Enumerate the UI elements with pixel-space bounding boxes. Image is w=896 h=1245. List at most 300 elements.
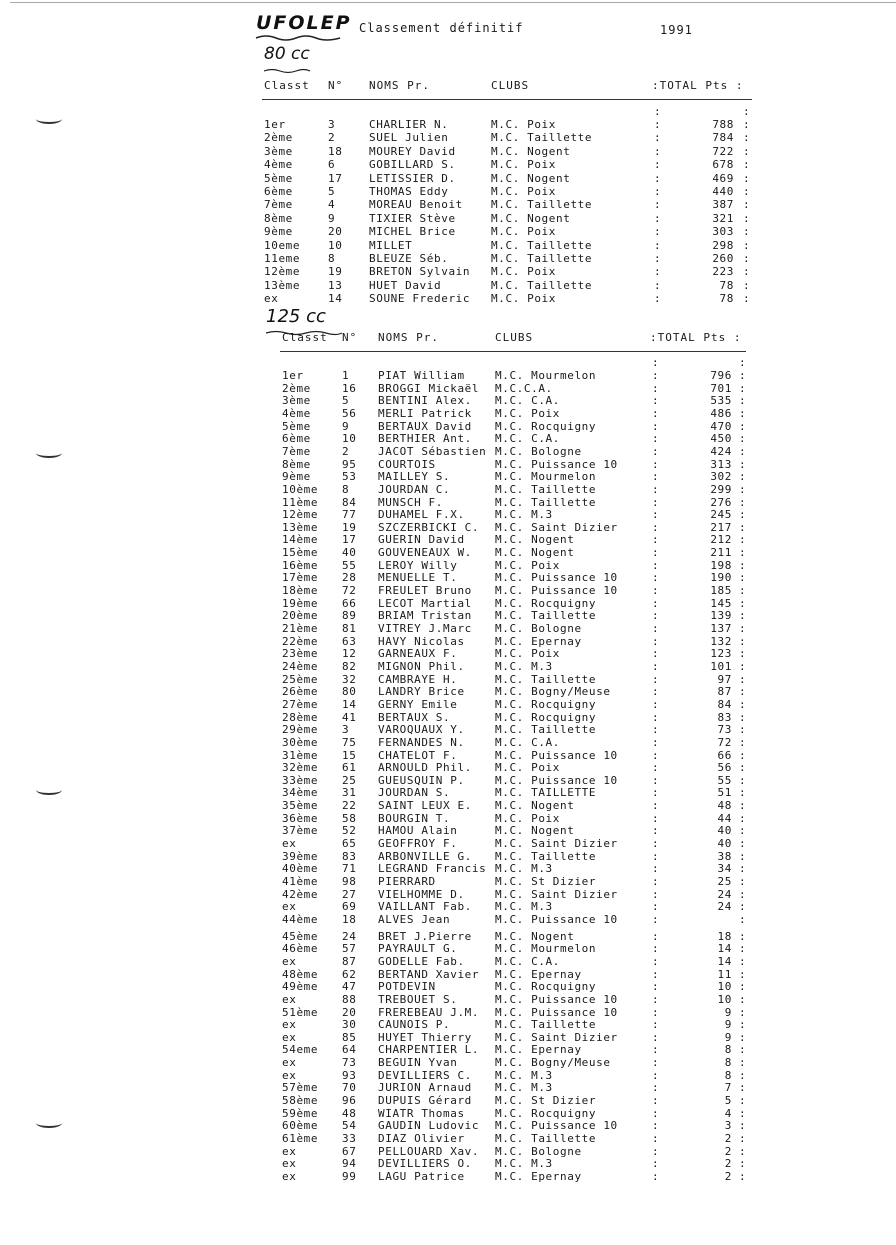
rank-cell: 20ème	[282, 609, 319, 623]
rider-name-cell: JOURDAN C.	[378, 482, 451, 496]
rider-name-cell: CAMBRAYE H.	[378, 672, 458, 686]
rank-cell: ex	[282, 1068, 297, 1082]
rider-name-cell: MICHEL Brice	[369, 225, 456, 239]
club-cell: M.C. St Dizier	[495, 875, 597, 888]
colon-separator: :	[739, 942, 747, 956]
colon-separator: :	[739, 369, 747, 382]
colon-separator: :	[652, 432, 660, 446]
rank-cell: 12ème	[282, 508, 319, 522]
rider-name-cell: COURTOIS	[378, 457, 436, 471]
number-cell: 14	[342, 697, 357, 711]
number-cell: 22	[342, 799, 357, 813]
rank-cell: 7ème	[264, 198, 293, 212]
section-80-underline	[262, 68, 312, 74]
colon-separator: :	[739, 419, 747, 433]
club-cell: M.C.C.A.	[495, 381, 553, 395]
rank-cell: 26ème	[282, 685, 319, 699]
club-cell: M.C. Puissance 10	[495, 457, 618, 471]
colon-separator: :	[652, 992, 660, 1006]
rider-name-cell: LECOT Martial	[378, 596, 472, 610]
rank-cell: 22ème	[282, 634, 319, 648]
club-cell: M.C. Poix	[495, 811, 561, 825]
club-cell: M.C. Bologne	[495, 622, 582, 635]
points-cell: 78	[719, 278, 734, 292]
colon-separator: :	[654, 118, 662, 131]
number-cell: 63	[342, 634, 357, 648]
colon-separator: :	[739, 1157, 747, 1171]
number-cell: 1	[342, 369, 350, 382]
rank-cell: 7ème	[282, 444, 311, 458]
club-cell: M.C. Taillette	[495, 1018, 597, 1032]
number-cell: 9	[342, 419, 350, 433]
rider-name-cell: CHATELOT F.	[378, 748, 458, 762]
number-cell: 62	[342, 967, 357, 981]
points-cell: 25	[717, 875, 732, 888]
points-cell: 298	[712, 238, 734, 252]
rank-cell: 13ème	[282, 520, 319, 534]
colon-separator: :	[652, 634, 660, 648]
points-cell: 145	[710, 596, 732, 610]
colon-separator: :	[739, 394, 747, 408]
colon-separator: :	[739, 1094, 747, 1108]
col-header-names: NOMS Pr.	[369, 79, 430, 92]
rank-cell: ex	[282, 900, 297, 914]
rank-cell: 54eme	[282, 1043, 319, 1057]
points-cell: 211	[710, 546, 732, 560]
colon-separator: :	[652, 508, 660, 522]
number-cell: 18	[342, 912, 357, 926]
colon-separator: :	[654, 144, 662, 158]
club-cell: M.C. Rocquigny	[495, 980, 597, 994]
rank-cell: 49ème	[282, 980, 319, 994]
rider-name-cell: LANDRY Brice	[378, 685, 465, 699]
number-cell: 3	[342, 723, 350, 737]
colon-separator: :	[652, 1169, 660, 1183]
colon-separator: :	[743, 211, 751, 225]
points-cell: 48	[717, 799, 732, 813]
club-cell: M.C. Rocquigny	[495, 697, 597, 711]
points-cell: 55	[717, 773, 732, 787]
colon-separator: :	[739, 837, 747, 851]
number-cell: 2	[342, 444, 350, 458]
colon-separator: :	[652, 1056, 660, 1070]
points-cell: 2	[724, 1144, 732, 1158]
colon-separator: :	[652, 837, 660, 851]
points-cell: 4	[724, 1106, 732, 1120]
colon-separator: :	[652, 457, 660, 471]
rider-name-cell: SAINT LEUX E.	[378, 799, 472, 813]
rider-name-cell: ARNOULD Phil.	[378, 761, 472, 775]
colon-separator: :	[652, 1132, 660, 1145]
points-cell: 73	[717, 723, 732, 737]
rider-name-cell: BROGGI Mickaël	[378, 381, 480, 395]
rank-cell: 46ème	[282, 942, 319, 956]
rank-cell: 61ème	[282, 1132, 319, 1145]
club-cell: M.C. Mourmelon	[495, 470, 597, 484]
points-cell: 299	[710, 482, 732, 496]
rider-name-cell: HUYET Thierry	[378, 1030, 472, 1044]
rank-cell: ex	[282, 837, 297, 851]
colon-separator: :	[652, 735, 660, 749]
club-cell: M.C. Poix	[491, 118, 557, 131]
club-cell: M.C. M.3	[495, 900, 553, 914]
number-cell: 75	[342, 735, 357, 749]
colon-separator: :	[739, 482, 747, 496]
colon-separator: :	[652, 1157, 660, 1171]
points-cell: 8	[724, 1068, 732, 1082]
rank-cell: 23ème	[282, 647, 319, 661]
colon-separator: :	[652, 647, 660, 661]
colon-separator: :	[743, 292, 751, 306]
colon-separator: :	[652, 369, 660, 382]
rider-name-cell: MENUELLE T.	[378, 571, 458, 585]
number-cell: 10	[328, 238, 343, 252]
punch-hole-mark	[36, 448, 62, 458]
rank-cell: 58ème	[282, 1094, 319, 1108]
points-cell: 137	[710, 622, 732, 635]
punch-hole-mark	[36, 114, 62, 124]
number-cell: 81	[342, 622, 357, 635]
club-cell: M.C. Rocquigny	[495, 1106, 597, 1120]
points-cell: 313	[710, 457, 732, 471]
colon-separator: :	[652, 929, 660, 943]
points-cell: 11	[717, 967, 732, 981]
number-cell: 99	[342, 1169, 357, 1183]
points-cell: 38	[717, 849, 732, 863]
rider-name-cell: MOUREY David	[369, 144, 456, 158]
rider-name-cell: GODELLE Fab.	[378, 954, 465, 968]
points-cell: 796	[710, 369, 732, 382]
points-cell: 321	[712, 211, 734, 225]
colon-separator: :	[652, 875, 660, 888]
rank-cell: 19ème	[282, 596, 319, 610]
rank-cell: 39ème	[282, 849, 319, 863]
points-cell: 2	[724, 1132, 732, 1145]
colon-separator: :	[652, 1068, 660, 1082]
colon-separator: :	[739, 1030, 747, 1044]
club-cell: M.C. Nogent	[495, 533, 575, 547]
section-125-header-rule	[280, 351, 746, 352]
colon-separator: :	[739, 533, 747, 547]
rank-cell: 25ème	[282, 672, 319, 686]
points-cell: 535	[710, 394, 732, 408]
colon-separator: :	[739, 1119, 747, 1133]
club-cell: M.C. Saint Dizier	[495, 1030, 618, 1044]
rider-name-cell: TREBOUET S.	[378, 992, 458, 1006]
colon-separator: :	[652, 558, 660, 572]
colon-separator: :	[743, 225, 751, 239]
colon-separator: :	[654, 238, 662, 252]
colon-separator: :	[652, 659, 660, 673]
number-cell: 83	[342, 849, 357, 863]
rank-cell: 35ème	[282, 799, 319, 813]
colon-separator: :	[739, 520, 747, 534]
number-cell: 25	[342, 773, 357, 787]
club-cell: M.C. Puissance 10	[495, 1119, 618, 1133]
colon-separator: :	[739, 761, 747, 775]
colon-separator: :	[739, 735, 747, 749]
club-cell: M.C. Poix	[491, 158, 557, 172]
colon-separator: :	[652, 697, 660, 711]
rider-name-cell: JOURDAN S.	[378, 786, 451, 800]
rider-name-cell: MERLI Patrick	[378, 406, 472, 420]
colon-separator: :	[652, 862, 660, 876]
rank-cell: 1er	[264, 118, 286, 131]
document-title: Classement définitif	[359, 21, 524, 35]
punch-hole-mark	[36, 1118, 62, 1128]
colon-separator: :	[743, 171, 751, 185]
points-cell: 83	[717, 710, 732, 724]
document-year: 1991	[660, 23, 693, 37]
points-cell: 5	[724, 1094, 732, 1108]
rider-name-cell: BEGUIN Yvan	[378, 1056, 458, 1070]
points-cell: 788	[712, 118, 734, 131]
colon-separator: :	[739, 1068, 747, 1082]
number-cell: 17	[342, 533, 357, 547]
number-cell: 69	[342, 900, 357, 914]
colon-separator: :	[654, 225, 662, 239]
points-cell: 72	[717, 735, 732, 749]
colon-separator: :	[652, 761, 660, 775]
points-cell: 276	[710, 495, 732, 509]
rank-cell: 30ème	[282, 735, 319, 749]
colon-separator: :	[652, 356, 660, 370]
colon-separator: :	[652, 912, 660, 926]
number-cell: 19	[342, 520, 357, 534]
points-cell: 9	[724, 1018, 732, 1032]
number-cell: 54	[342, 1119, 357, 1133]
number-cell: 95	[342, 457, 357, 471]
colon-separator: :	[652, 394, 660, 408]
rider-name-cell: ARBONVILLE G.	[378, 849, 472, 863]
colon-separator: :	[739, 929, 747, 943]
club-cell: M.C. Epernay	[495, 634, 582, 648]
number-cell: 65	[342, 837, 357, 851]
colon-separator: :	[652, 811, 660, 825]
rider-name-cell: MIGNON Phil.	[378, 659, 465, 673]
points-cell: 14	[717, 942, 732, 956]
club-cell: M.C. Puissance 10	[495, 748, 618, 762]
rider-name-cell: SUEL Julien	[369, 131, 449, 145]
points-cell: 78	[719, 292, 734, 306]
club-cell: M.C. Poix	[495, 647, 561, 661]
rank-cell: 14ème	[282, 533, 319, 547]
rider-name-cell: HAVY Nicolas	[378, 634, 465, 648]
rank-cell: ex	[264, 292, 279, 306]
club-cell: M.C. Taillette	[491, 131, 593, 145]
col-header-clubs: CLUBS	[495, 331, 534, 344]
colon-separator: :	[652, 470, 660, 484]
number-cell: 85	[342, 1030, 357, 1044]
points-cell: 8	[724, 1056, 732, 1070]
colon-separator: :	[654, 198, 662, 212]
rank-cell: ex	[282, 954, 297, 968]
colon-separator: :	[739, 1169, 747, 1183]
rider-name-cell: DEVILLIERS C.	[378, 1068, 472, 1082]
colon-separator: :	[743, 131, 751, 145]
col-header-clubs: CLUBS	[491, 79, 530, 92]
club-cell: M.C. Taillette	[495, 672, 597, 686]
colon-separator: :	[739, 786, 747, 800]
colon-separator: :	[739, 495, 747, 509]
colon-separator: :	[739, 900, 747, 914]
club-cell: M.C. Nogent	[495, 799, 575, 813]
rank-cell: 8ème	[282, 457, 311, 471]
points-cell: 190	[710, 571, 732, 585]
club-cell: M.C. Poix	[491, 225, 557, 239]
rank-cell: 11ème	[282, 495, 319, 509]
points-cell: 701	[710, 381, 732, 395]
org-underline-squiggle	[254, 34, 344, 42]
col-header-number: N°	[328, 79, 344, 92]
colon-separator: :	[652, 622, 660, 635]
col-header-classt: Classt	[264, 79, 310, 92]
number-cell: 31	[342, 786, 357, 800]
colon-separator: :	[743, 278, 751, 292]
rank-cell: 5ème	[264, 171, 293, 185]
points-cell: 212	[710, 533, 732, 547]
rank-cell: 10eme	[264, 238, 301, 252]
club-cell: M.C. C.A.	[495, 394, 561, 408]
colon-separator: :	[739, 546, 747, 560]
colon-separator: :	[654, 211, 662, 225]
number-cell: 57	[342, 942, 357, 956]
points-cell: 66	[717, 748, 732, 762]
colon-separator: :	[652, 773, 660, 787]
rank-cell: 2ème	[264, 131, 293, 145]
club-cell: M.C. M.3	[495, 508, 553, 522]
colon-separator: :	[739, 912, 747, 926]
number-cell: 67	[342, 1144, 357, 1158]
club-cell: M.C. Taillette	[491, 252, 593, 265]
points-cell: 387	[712, 198, 734, 212]
col-header-names: NOMS Pr.	[378, 331, 439, 344]
points-cell: 470	[710, 419, 732, 433]
number-cell: 8	[328, 252, 336, 265]
rider-name-cell: BRET J.Pierre	[378, 929, 472, 943]
colon-separator: :	[739, 697, 747, 711]
colon-separator: :	[654, 131, 662, 145]
number-cell: 84	[342, 495, 357, 509]
number-cell: 24	[342, 929, 357, 943]
rider-name-cell: GAUDIN Ludovic	[378, 1119, 480, 1133]
rider-name-cell: GOBILLARD S.	[369, 158, 456, 172]
colon-separator: :	[652, 1030, 660, 1044]
number-cell: 96	[342, 1094, 357, 1108]
points-cell: 8	[724, 1043, 732, 1057]
club-cell: M.C. Nogent	[495, 824, 575, 838]
number-cell: 28	[342, 571, 357, 585]
points-cell: 34	[717, 862, 732, 876]
points-cell: 440	[712, 185, 734, 198]
number-cell: 20	[342, 1005, 357, 1019]
club-cell: M.C. Bologne	[495, 1144, 582, 1158]
number-cell: 52	[342, 824, 357, 838]
colon-separator: :	[652, 710, 660, 724]
points-cell: 18	[717, 929, 732, 943]
colon-separator: :	[652, 1005, 660, 1019]
points-cell: 51	[717, 786, 732, 800]
colon-separator: :	[652, 980, 660, 994]
rank-cell: 37ème	[282, 824, 319, 838]
club-cell: M.C. Taillette	[495, 723, 597, 737]
colon-separator: :	[652, 444, 660, 458]
club-cell: M.C. Bologne	[495, 444, 582, 458]
club-cell: M.C. Taillette	[495, 609, 597, 623]
colon-separator: :	[652, 1043, 660, 1057]
rank-cell: 41ème	[282, 875, 319, 888]
points-cell: 9	[724, 1005, 732, 1019]
number-cell: 27	[342, 887, 357, 901]
rider-name-cell: DUPUIS Gérard	[378, 1094, 472, 1108]
rank-cell: 36ème	[282, 811, 319, 825]
number-cell: 87	[342, 954, 357, 968]
club-cell: M.C. Saint Dizier	[495, 837, 618, 851]
colon-separator: :	[652, 533, 660, 547]
colon-separator: :	[652, 900, 660, 914]
points-cell: 101	[710, 659, 732, 673]
number-cell: 71	[342, 862, 357, 876]
scan-top-edge	[10, 2, 896, 3]
rank-cell: ex	[282, 1056, 297, 1070]
rank-cell: 57ème	[282, 1081, 319, 1095]
rider-name-cell: MOREAU Benoit	[369, 198, 463, 212]
colon-separator: :	[739, 799, 747, 813]
number-cell: 32	[342, 672, 357, 686]
number-cell: 70	[342, 1081, 357, 1095]
colon-separator: :	[739, 824, 747, 838]
rider-name-cell: BENTINI Alex.	[378, 394, 472, 408]
colon-separator: :	[739, 571, 747, 585]
number-cell: 41	[342, 710, 357, 724]
col-header-number: N°	[342, 331, 358, 344]
rider-name-cell: FREULET Bruno	[378, 584, 472, 598]
points-cell: 24	[717, 900, 732, 914]
points-cell: 87	[717, 685, 732, 699]
club-cell: M.C. Epernay	[495, 967, 582, 981]
rider-name-cell: VAROQUAUX Y.	[378, 723, 465, 737]
number-cell: 13	[328, 278, 343, 292]
club-cell: M.C. M.3	[495, 659, 553, 673]
club-cell: M.C. Saint Dizier	[495, 520, 618, 534]
club-cell: M.C. Rocquigny	[495, 710, 597, 724]
colon-separator: :	[739, 723, 747, 737]
points-cell: 2	[724, 1169, 732, 1183]
rider-name-cell: BERTAND Xavier	[378, 967, 480, 981]
points-cell: 56	[717, 761, 732, 775]
rider-name-cell: WIATR Thomas	[378, 1106, 465, 1120]
colon-separator: :	[739, 457, 747, 471]
number-cell: 77	[342, 508, 357, 522]
club-cell: M.C. Nogent	[491, 211, 571, 225]
rider-name-cell: PELLOUARD Xav.	[378, 1144, 480, 1158]
colon-separator: :	[654, 292, 662, 306]
club-cell: M.C. M.3	[495, 1068, 553, 1082]
colon-separator: :	[654, 104, 662, 118]
colon-separator: :	[652, 609, 660, 623]
rank-cell: 59ème	[282, 1106, 319, 1120]
rider-name-cell: HAMOU Alain	[378, 824, 458, 838]
rank-cell: 2ème	[282, 381, 311, 395]
colon-separator: :	[743, 238, 751, 252]
number-cell: 80	[342, 685, 357, 699]
colon-separator: :	[739, 672, 747, 686]
rank-cell: 21ème	[282, 622, 319, 635]
rider-name-cell: CAUNOIS P.	[378, 1018, 451, 1032]
club-cell: M.C. Nogent	[491, 171, 571, 185]
rider-name-cell: GUERIN David	[378, 533, 465, 547]
club-cell: M.C. Taillette	[495, 1132, 597, 1145]
